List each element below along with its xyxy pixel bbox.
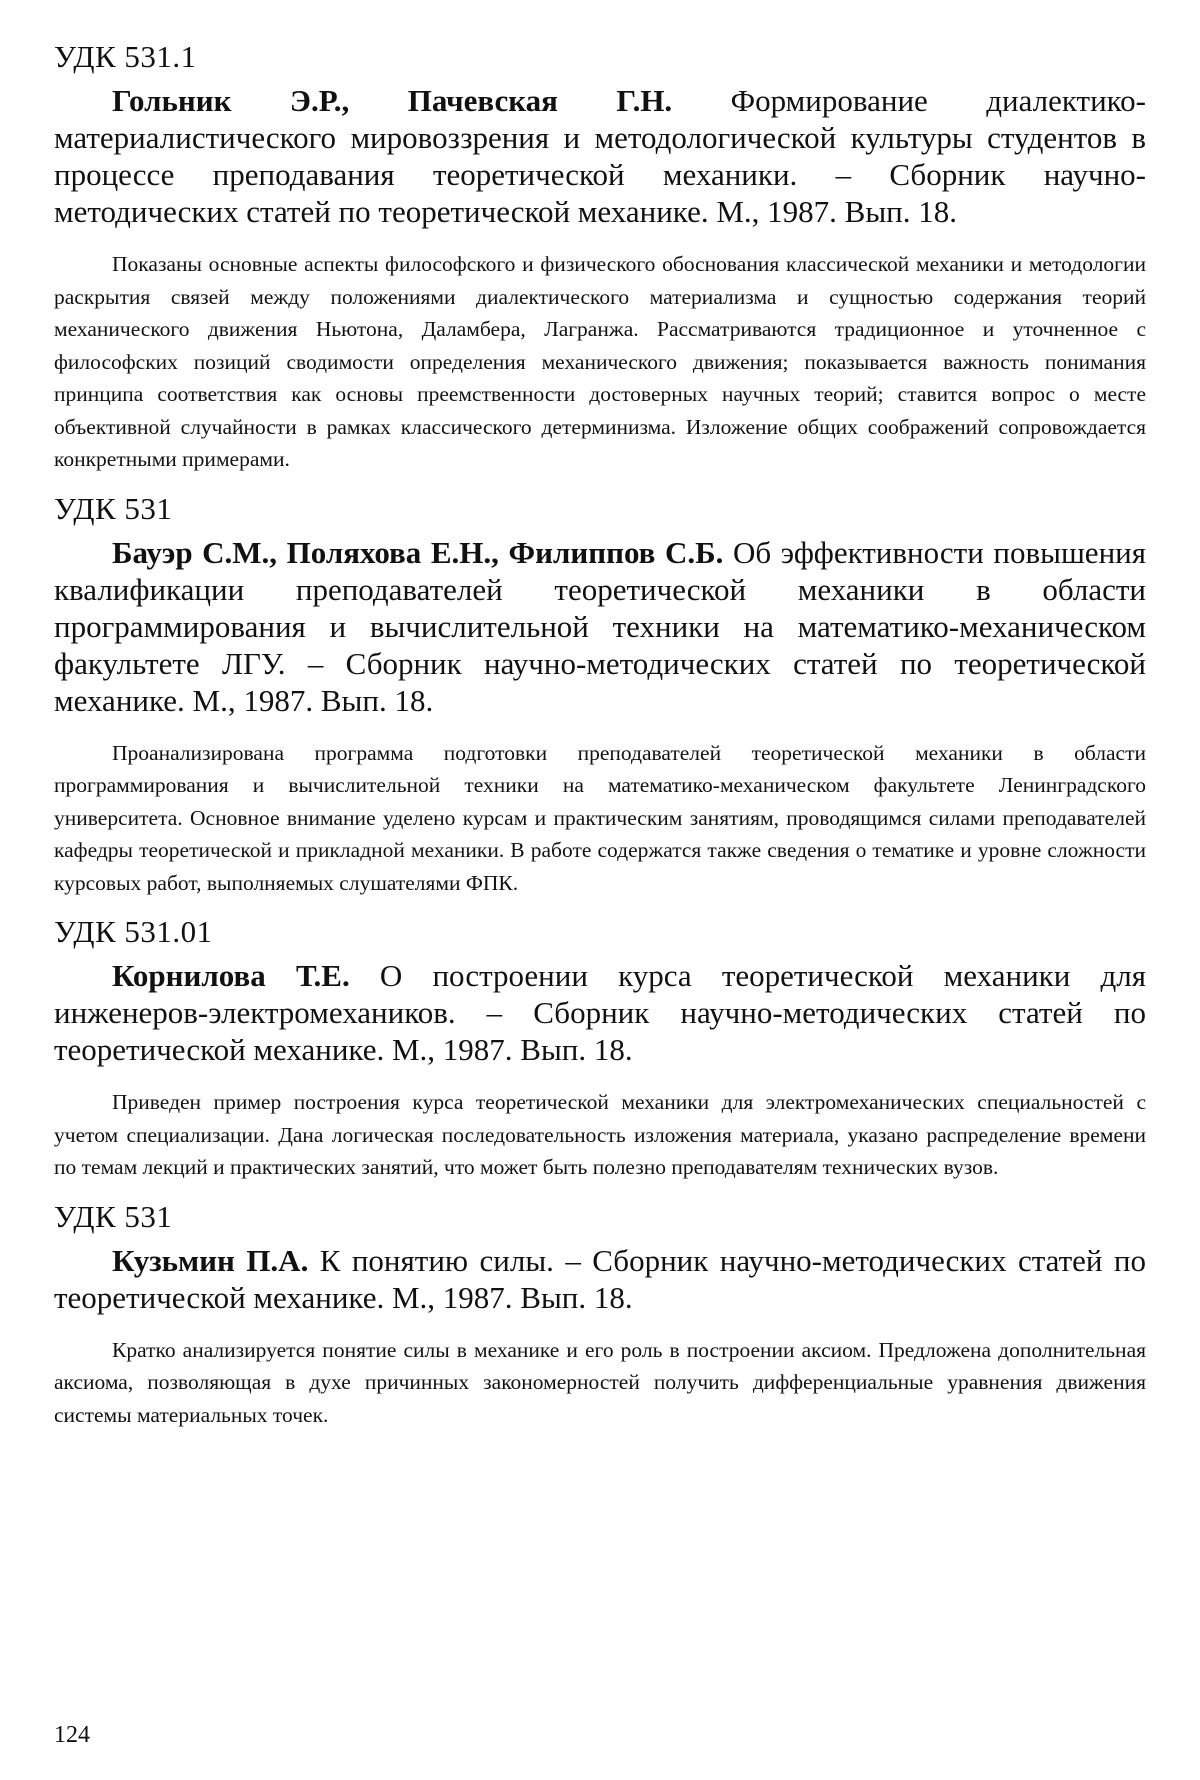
abstract-text: Приведен пример построения курса теоретической механики для электромеханических специальностей с учетом специализации. Дана логическая последовательность изложения материала, указано распределение времени по темам лекций и практических занятий, что может быть полезно преподавателям технических вузов. (54, 1090, 1146, 1179)
bibliographic-citation (54, 957, 1146, 1068)
udc-code: УДК 531.01 (54, 914, 213, 949)
abstract-entry (54, 490, 1146, 900)
citation-text: Формирование диалектико-материалистического мировоззрения и методологической культуры студентов в процессе преподавания теоретической механики. – Сборник научно-методических статей по теоретической механике. М., 1987. Вып. 18. (54, 83, 1146, 229)
page-number: 124 (54, 1722, 90, 1748)
bibliographic-citation (54, 82, 1146, 230)
udc-code: УДК 531 (54, 490, 173, 526)
citation-text: О построении курса теоретической механики для инженеров-электромехаников. – Сборник научно-методических статей по теоретической механике. М., 1987. Вып. 18. (54, 958, 1146, 1067)
udc-code: УДК 531.1 (54, 39, 197, 74)
abstract-entry (54, 1198, 1146, 1432)
abstract-entry (54, 38, 1146, 476)
citation-text: К понятию силы. – Сборник научно-методических статей по теоретической механике. М., 1987. Вып. 18. (54, 1242, 1146, 1315)
abstract-text: Кратко анализируется понятие силы в механике и его роль в построении аксиом. Предложена дополнительная аксиома, позволяющая в духе причинных закономерностей получить дифференциальные уравнения движения системы материальных точек. (54, 1337, 1146, 1427)
bibliographic-citation (54, 1242, 1146, 1316)
udc-code: УДК 531 (54, 1198, 173, 1234)
authors: Бауэр С.М., Поляхова Е.Н., Филиппов С.Б. (112, 534, 724, 570)
abstracts-column (54, 38, 1146, 1445)
abstract-entry (54, 913, 1146, 1184)
bibliographic-citation (54, 534, 1146, 719)
citation-text: Об эффективности повышения квалификации преподавателей теоретической механики в области программирования и вычислительной техники на математико-механическом факультете ЛГУ. – Сборник научно-методических статей по теоретической механике. М., 1987. Вып. 18. (54, 534, 1147, 718)
authors: Гольник Э.Р., Пачевская Г.Н. (112, 83, 673, 118)
authors: Кузьмин П.А. (112, 1242, 309, 1278)
abstract-text: Показаны основные аспекты философского и физического обоснования классической механики и методологии раскрытия связей между положениями диалектического материализма и сущностью содержания теорий механического движения Ньютона, Даламбера, Лагранжа. Рассматриваются традиционное и уточненное с философских позиций сводимости определения механического движения; показывается важность понимания принципа соответствия как основы преемственности достоверных научных теорий; ставится вопрос о месте объективной случайности в рамках классического детерминизма. Изложение общих соображений сопровождается конкретными примерами. (54, 252, 1146, 471)
authors: Корнилова Т.Е. (112, 958, 350, 993)
abstract-text: Проанализирована программа подготовки преподавателей теоретической механики в области программирования и вычислительной техники на математико-механическом факультете Ленинградского университета. Основное внимание уделено курсам и практическим занятиям, проводящимся силами преподавателей кафедры теоретической и прикладной механики. В работе содержатся также сведения о тематике и уровне сложности курсовых работ, выполняемых слушателями ФПК. (54, 740, 1146, 895)
